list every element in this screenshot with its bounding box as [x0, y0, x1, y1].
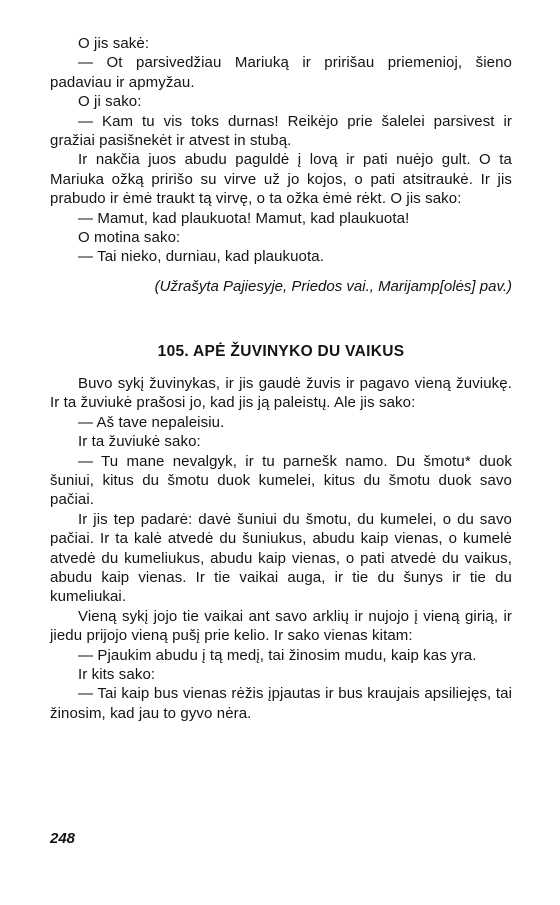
paragraph: — Pjaukim abudu į tą medį, tai žinosim mudu, kaip kas yra.: [78, 646, 477, 664]
paragraph: Ir nakčia juos abudu paguldė į lovą ir pati nuėjo gult. O ta Mariuka ožką pririšo su virve už jo kojos, o pati atsitraukė. Ir jis prabudo ir ėmė traukt tą virvę, o ta ožka ėmė rėkt. O jis sako:: [50, 151, 512, 208]
paragraph: — Tu mane nevalgyk, ir tu parnešk namo. Du šmotu* duok šuniui, kitus du šmotu duok kumelei, kitus du šmotu duok savo pačiai.: [50, 452, 512, 509]
paragraph: — Mamut, kad plaukuota! Mamut, kad plaukuota!: [78, 209, 410, 227]
paragraph: — Tai kaip bus vienas rėžis įpjautas ir bus kraujais apsiliejęs, tai žinosim, kad jau to gyvo nėra.: [50, 685, 512, 722]
page-number: 248: [50, 830, 76, 847]
paragraph: — Kam tu vis toks durnas! Reikėjo prie šalelei parsivest ir gražiai pasišnekėt ir atvest in stubą.: [50, 112, 512, 150]
paragraph: O jis sakė:: [78, 35, 150, 52]
book-page: [50, 34, 512, 723]
paragraph: O ji sako:: [78, 93, 142, 111]
paragraph: — Aš tave nepaleisiu.: [78, 413, 225, 431]
story-ending-section: [50, 34, 512, 296]
paragraph: Ir ta žuviukė sako:: [78, 433, 201, 451]
paragraph: — Tai nieko, durniau, kad plaukuota.: [78, 248, 324, 266]
paragraph: Ir kits sako:: [78, 665, 156, 683]
paragraph: Buvo sykį žuvinykas, ir jis gaudė žuvis ir pagavo vieną žuviukę. Ir ta žuviukė prašosi jo, kad jis ją paleistų. Ale jis sako:: [50, 374, 512, 412]
paragraph: Vieną sykį jojo tie vaikai ant savo arklių ir nujojo į vieną girią, ir jiedu prijojo vieną pušį prie kelio. Ir sako vienas kitam:: [50, 607, 512, 645]
story-section: [50, 342, 512, 723]
source-note: (Užrašyta Pajiesyje, Priedos vai., Marijamp[olės] pav.): [154, 277, 512, 295]
paragraph: Ir jis tep padarė: davė šuniui du šmotu, du kumelei, o du savo pačiai. Ir ta kalė atvedė du šuniukus, abudu kaip vienas, o kumelė atvedė du kumeliukus, abudu kaip vienas, o pati atvedė du vaikus, abudu kaip vienas. Ir tie vaikai auga, ir tie du šunys ir tie du kumeliukai.: [50, 510, 512, 606]
paragraph: O motina sako:: [78, 229, 181, 247]
story-heading: 105. APĖ ŽUVINYKO DU VAIKUS: [157, 342, 405, 360]
paragraph: — Ot parsivedžiau Mariuką ir pririšau priemenioj, šieno padaviau ir apmyžau.: [50, 54, 512, 91]
